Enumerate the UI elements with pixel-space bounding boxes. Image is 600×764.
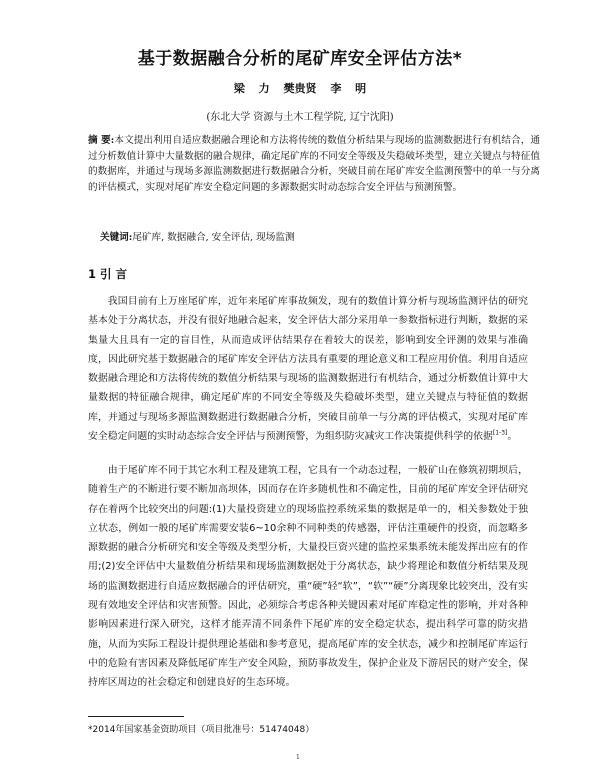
section-heading: 1 引 言 — [88, 267, 128, 281]
keywords-text: 尾矿库, 数据融合, 安全评估, 现场监测 — [132, 232, 295, 243]
body-paragraph-1 — [88, 292, 528, 446]
author-list: 梁 力 樊贵贤 李 明 — [233, 82, 367, 95]
keywords-label: 关键词: — [100, 232, 133, 243]
body-paragraph-2: 由于尾矿库不同于其它水利工程及建筑工程，它具有一个动态过程，一般矿山在修筑初期坝后，随着生产的不断进行要不断加高坝体，因而存在许多随机性和不确定性，目前的尾矿库安全评估研究存在着两个比较突出的问题:(1)大量投资建立的现场监控系统采集的数据是单一的，相关参数处于独立状态，例如一般的尾矿库需要安装6~10余种不同种类的传感器，评估注重硬件的投资，而忽略多源数据的融合分析研究和安全等级及类型分析，大量投巨资兴建的监控采集系统未能发挥出应有的作用;(2)安全评估中大量数值分析结果和现场监测数据处于分离状态，缺少将理论和数值分析结果及现场的监测数据进行自适应数据融合的评估研究，重“硬”轻“软”，“软”“硬”分离现象比较突出，没有实现有效地安全评估和灾害预警。因此，必须综合考虑各种关键因素对尾矿库稳定性的影响，并对各种影响因素进行深入研究，这样才能弄清不同条件下尾矿库的安全稳定状态，提出科学可靠的防灾措施，从而为实际工程设计提供理论基础和参考意见，提高尾矿库的安全状态，减少和控制尾矿库运行中的危险有害因素及降低尾矿库生产安全风险，预防事故发生，保护企业及下游居民的财产安全，保持库区周边的社会稳定和创建良好的生态环境。 — [88, 465, 528, 689]
paragraph-1-end: 。 — [507, 431, 518, 443]
keywords — [100, 231, 540, 245]
footnote-rule — [88, 716, 184, 717]
abstract-text: 本文提出利用自适应数据融合理论和方法将传统的数值分析结果与现场的监测数据进行有机结合，通过分析数值计算中大量数据的融合规律，确定尾矿库的不同安全等级及失稳破坏类型，建立关键点与特征值的数据库，并通过与现场多源监测数据进行数据融合分析，突破目前在尾矿库安全监测预警中的单一与分离的评估模式，实现对尾矿库安全稳定问题的多源数据实时动态综合安全评估与预测预警。 — [88, 135, 540, 193]
paper-title: 基于数据融合分析的尾矿库安全评估方法* — [137, 49, 463, 69]
abstract — [88, 133, 540, 195]
funding-footnote: *2014年国家基金资助项目（项目批准号：51474048） — [88, 725, 315, 735]
affiliation: (东北大学 资源与土木工程学院, 辽宁沈阳) — [206, 112, 394, 123]
abstract-label: 摘 要: — [88, 135, 115, 146]
citation-ref: [1-3] — [492, 429, 508, 437]
page-mark: 1 — [296, 754, 300, 761]
paragraph-1-text: 我国目前有上万座尾矿库，近年来尾矿库事故频发，现有的数值计算分析与现场监测评估的研究基本处于分离状态，并没有很好地融合起来，安全评估大部分采用单一参数指标进行判断，数据的采集量大且具有一定的盲目性，从而造成评估结果存在着较大的误差，影响到安全评测的效果与准确度，因此研究基于数据融合的尾矿库安全评估方法具有重要的理论意义和工程应用价值。利用自适应数据融合理论和方法将传统的数值分析结果与现场的监测数据进行有机结合，通过分析数值计算中大量数据的特征融合规律，确定尾矿库的不同安全等级及失稳破坏类型，建立关键点与特征值的数据库，并通过与现场多源监测数据进行数据融合分析，突破目前单一与分离的评估模式，实现对尾矿库安全稳定问题的实时动态综合安全评估与预测预警，为组织防灾减灾工作决策提供科学的依据 — [88, 296, 528, 443]
